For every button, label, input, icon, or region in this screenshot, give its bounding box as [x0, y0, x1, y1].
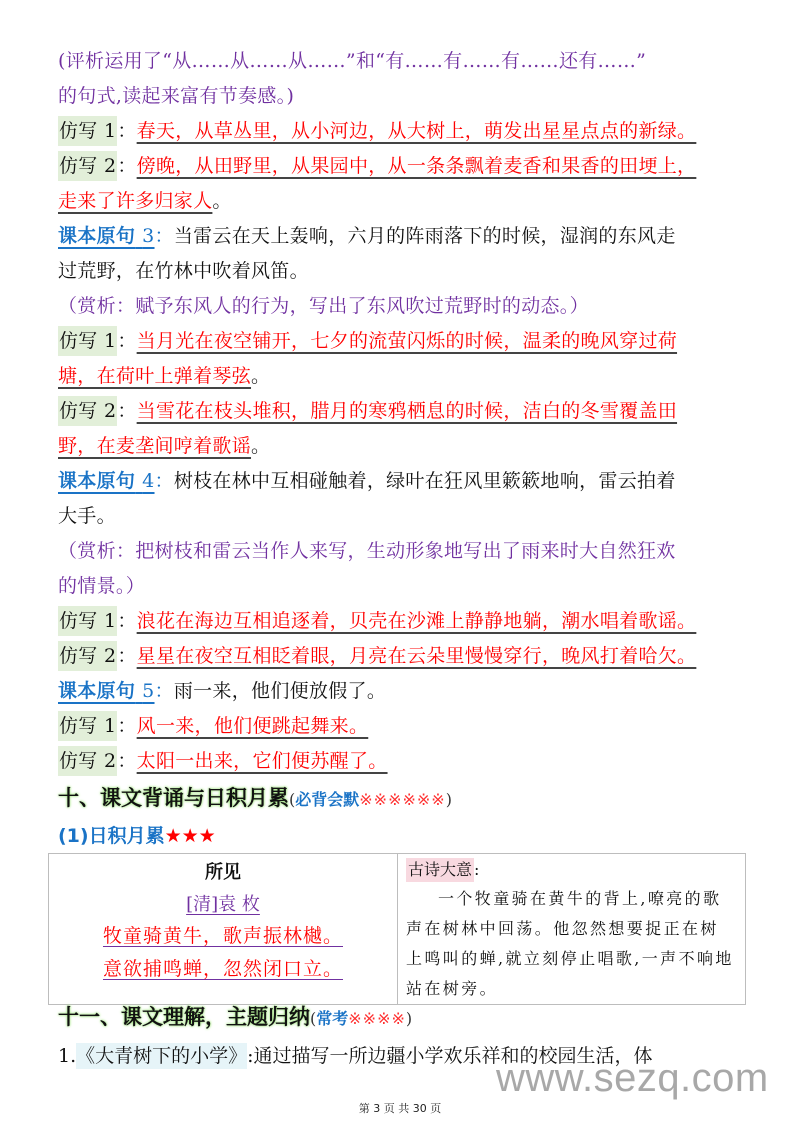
imitation-text: 当月光在夜空铺开，七夕的流萤闪烁的时候，温柔的晚风穿过荷 — [136, 330, 678, 352]
imitation-row-cont: 走来了许多归家人。 — [58, 190, 232, 212]
imitation-row: 仿写 1：浪花在海边互相追逐着，贝壳在沙滩上静静地躺，潮水唱着歌谣。 — [58, 604, 748, 639]
imitation-row: 仿写 2：傍晚，从田野里，从果园中，从一条条飘着麦香和果香的田埂上， — [58, 149, 748, 184]
poem-cell — [49, 854, 398, 1005]
meaning-text: 一个牧童骑在黄牛的背上,嘹亮的歌声在树林中回荡。他忽然想要捉正在树上鸣叫的蝉,就立刻停止唱歌,一声不响地站在树旁。 — [406, 889, 734, 998]
imitation-row: 仿写 1：春天，从草丛里，从小河边，从大树上，萌发出星星点点的新绿。 — [58, 114, 748, 149]
imitation-label: 仿写 1 — [58, 711, 117, 741]
book-title: 《大青树下的小学》 — [76, 1045, 248, 1067]
imitation-row: 仿写 2：太阳一出来，它们便苏醒了。 — [58, 744, 748, 779]
original-sentence-row: 课本原句 5：雨一来，他们便放假了。 — [58, 680, 387, 702]
imitation-label: 仿写 2 — [58, 746, 117, 776]
imitation-label: 仿写 2 — [58, 396, 117, 426]
original-sentence-label: 课本原句 3 — [58, 225, 155, 247]
section-heading-11: 十一、课文理解，主题归纳(常考※※※※) — [58, 1004, 413, 1029]
meaning-cell: 古诗大意 : 一个牧童骑在黄牛的背上,嘹亮的歌声在树林中回荡。他忽然想要捉正在树上鸣叫的蝉,就立刻停止唱歌,一声不响地站在树旁。 — [398, 854, 746, 1005]
imitation-row: 仿写 1：当月光在夜空铺开，七夕的流萤闪烁的时候，温柔的晚风穿过荷 — [58, 324, 748, 359]
original-sentence-text: 树枝在林中互相碰触着，绿叶在狂风里簌簌地响，雷云拍着 — [173, 470, 676, 492]
document-body — [58, 44, 748, 855]
imitation-label: 仿写 2 — [58, 641, 117, 671]
imitation-text: 风一来，他们便跳起舞来。 — [136, 715, 369, 737]
imitation-row: 仿写 2：当雪花在枝头堆积，腊月的寒鸦栖息的时候，洁白的冬雪覆盖田 — [58, 394, 748, 429]
section-note: (常考※※※※) — [310, 1009, 413, 1028]
imitation-text: 野，在麦垄间哼着歌谣 — [58, 435, 252, 457]
analysis-text: 的句式,读起来富有节奏感。) — [58, 85, 295, 107]
imitation-text: 浪花在海边互相追逐着，贝壳在沙滩上静静地躺，潮水唱着歌谣。 — [136, 610, 697, 632]
appreciation-text: （赏析：赋予东风人的行为，写出了东风吹过荒野时的动态。） — [58, 295, 589, 317]
imitation-label: 仿写 1 — [58, 116, 117, 146]
list-item: 1.《大青树下的小学》:通过描写一所边疆小学欢乐祥和的校园生活，体 — [58, 1045, 653, 1067]
imitation-text: 当雪花在枝头堆积，腊月的寒鸦栖息的时候，洁白的冬雪覆盖田 — [136, 400, 678, 422]
original-sentence-row: 课本原句 3：当雷云在天上轰响，六月的阵雨落下的时候，湿润的东风走 — [58, 225, 676, 247]
appreciation-text: （赏析：把树枝和雷云当作人来写，生动形象地写出了雨来时大自然狂欢 — [58, 540, 676, 562]
imitation-text: 太阳一出来，它们便苏醒了。 — [136, 750, 388, 772]
imitation-text: 傍晚，从田野里，从果园中，从一条条飘着麦香和果香的田埂上， — [136, 155, 697, 177]
appreciation-text: 的情景。） — [58, 575, 146, 597]
section-note: (必背会默※※※※※※) — [289, 790, 452, 809]
poem-title: 所见 — [205, 862, 241, 883]
original-sentence-text: 雨一来，他们便放假了。 — [173, 680, 387, 702]
page-number: 第 3 页 共 30 页 — [358, 1102, 442, 1115]
section-heading-10: 十、课文背诵与日积月累(必背会默※※※※※※) — [58, 785, 452, 810]
original-sentence-text: 当雷云在天上轰响，六月的阵雨落下的时候，湿润的东风走 — [173, 225, 676, 247]
watermark: www.sezq.com — [496, 1056, 769, 1100]
poem-author: [清]袁 枚 — [186, 894, 260, 915]
imitation-row: 仿写 1：风一来，他们便跳起舞来。 — [58, 709, 748, 744]
imitation-row-cont: 塘，在荷叶上弹着琴弦。 — [58, 365, 271, 387]
imitation-row-cont: 野，在麦垄间哼着歌谣。 — [58, 435, 271, 457]
imitation-text: 塘，在荷叶上弹着琴弦 — [58, 365, 252, 387]
imitation-label: 仿写 1 — [58, 606, 117, 636]
original-sentence-label: 课本原句 4 — [58, 470, 155, 492]
imitation-label: 仿写 2 — [58, 151, 117, 181]
original-sentence-text: 过荒野，在竹林中吹着风笛。 — [58, 260, 309, 282]
imitation-text: 走来了许多归家人 — [58, 190, 213, 212]
imitation-label: 仿写 1 — [58, 326, 117, 356]
poem-verse: 意欲捕鸣蝉，忽然闭口立。 — [102, 958, 343, 980]
imitation-text: 春天，从草丛里，从小河边，从大树上，萌发出星星点点的新绿。 — [136, 120, 697, 142]
subsection-heading: (1)日积月累★★★ — [58, 825, 216, 847]
analysis-text: (评析运用了“从……从……从……”和“有……有……有……还有……” — [58, 50, 647, 72]
original-sentence-label: 课本原句 5 — [58, 680, 155, 702]
poem-verse: 牧童骑黄牛，歌声振林樾。 — [102, 925, 343, 947]
star-rating-icon: ★★★ — [164, 825, 216, 847]
poem-table — [48, 853, 746, 1005]
imitation-text: 星星在夜空互相眨着眼，月亮在云朵里慢慢穿行，晚风打着哈欠。 — [136, 645, 697, 667]
original-sentence-row: 课本原句 4：树枝在林中互相碰触着，绿叶在狂风里簌簌地响，雷云拍着 — [58, 470, 676, 492]
original-sentence-text: 大手。 — [58, 505, 116, 527]
imitation-row: 仿写 2：星星在夜空互相眨着眼，月亮在云朵里慢慢穿行，晚风打着哈欠。 — [58, 639, 748, 674]
meaning-label: 古诗大意 — [406, 858, 474, 882]
